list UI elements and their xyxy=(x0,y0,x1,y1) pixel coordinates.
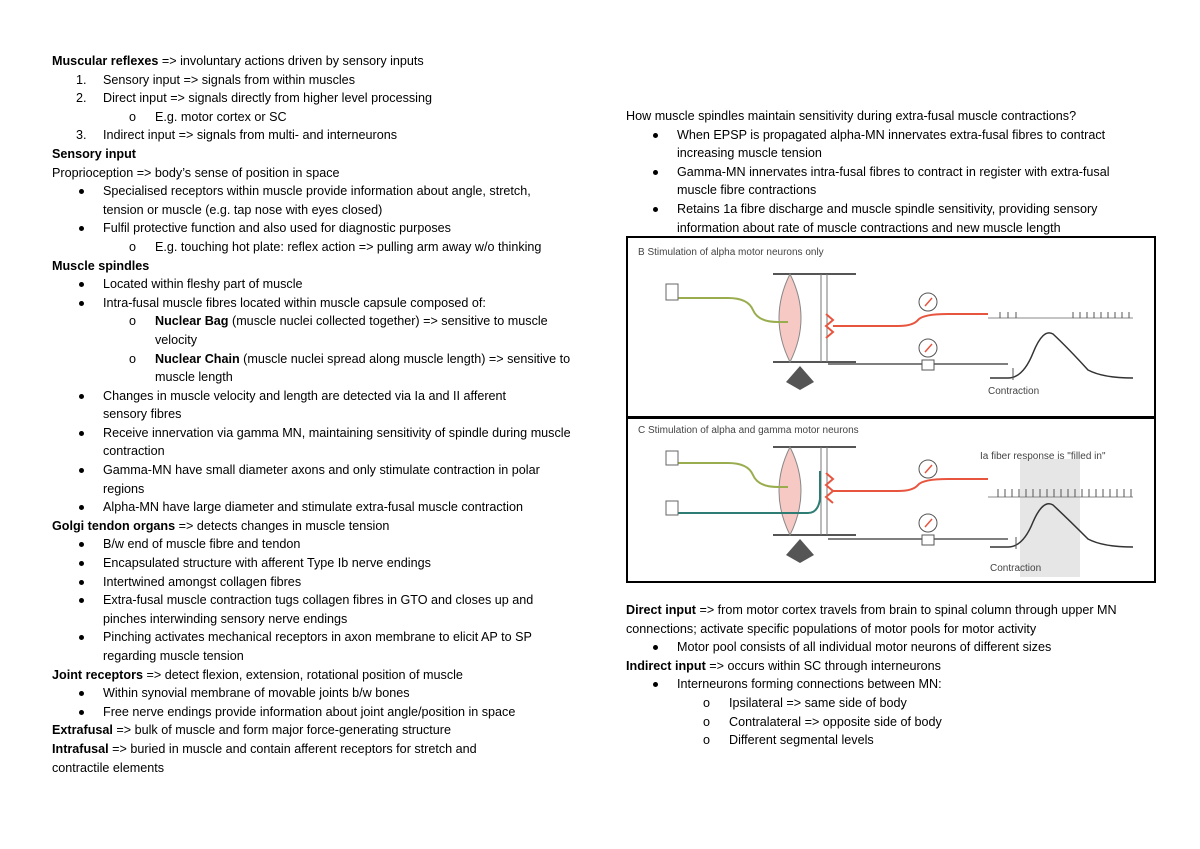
electrode-icon xyxy=(666,451,678,465)
spindle-shape xyxy=(779,274,801,362)
bullet-text: Fulfil protective function and also used for diagnostic purposes xyxy=(103,221,451,236)
bullet-item xyxy=(52,498,600,517)
bullet-text: Pinching activates mechanical receptors in axon membrane to elicit AP to SP regarding muscle tension xyxy=(103,630,532,663)
direct-input-heading: Direct input xyxy=(626,603,696,617)
joint-line xyxy=(52,666,600,685)
filled-in-annotation: Ia fiber response is "filled in" xyxy=(980,451,1106,462)
bullet-text: Within synovial membrane of movable joints b/w bones xyxy=(103,686,410,701)
bullet-item xyxy=(52,573,600,592)
sensory-input-heading: Sensory input xyxy=(52,146,136,161)
nuclear-bag-term: Nuclear Bag xyxy=(155,314,229,329)
bullet-text: Intertwined amongst collagen fibres xyxy=(103,574,302,589)
golgi-definition: => detects changes in muscle tension xyxy=(175,518,390,533)
sub-marker: o xyxy=(129,109,137,124)
sub-list-item xyxy=(52,312,575,349)
sub-list-item-text: Ipsilateral => same side of body xyxy=(729,695,907,710)
joint-definition: => detect flexion, extension, rotational position of muscle xyxy=(142,667,463,682)
sub-list-item xyxy=(52,108,600,127)
extrafusal-heading: Extrafusal xyxy=(52,723,113,738)
figure-b-title: B Stimulation of alpha motor neurons only xyxy=(638,247,824,258)
ia-afferent-fiber xyxy=(833,479,988,491)
sub-marker: o xyxy=(129,314,137,329)
muscular-reflexes-heading: Muscular reflexes xyxy=(52,54,159,68)
bullet-text: Gamma-MN have small diameter axons and only stimulate contraction in polar regions xyxy=(103,463,540,496)
bullet-item xyxy=(626,163,1137,200)
intrafusal-definition: => buried in muscle and contain afferent receptors for stretch and contractile elements xyxy=(52,741,477,775)
joint-heading: Joint receptors xyxy=(52,667,143,682)
bullet-item xyxy=(52,219,600,238)
bullet-text: When EPSP is propagated alpha-MN innervates extra-fusal fibres to contract increasing muscle tension xyxy=(677,127,1106,161)
bullet-item xyxy=(52,535,600,554)
sub-list-item-text: (muscle nuclei spread along muscle length) => sensitive to muscle length xyxy=(155,351,571,385)
bullet-item xyxy=(52,554,600,573)
sub-list-item xyxy=(52,238,600,257)
bullet-item xyxy=(52,387,543,424)
muscle-spindles-heading: Muscle spindles xyxy=(52,258,150,273)
bullet-text: Motor pool consists of all individual motor neurons of different sizes xyxy=(677,640,1052,655)
electrode-icon xyxy=(666,501,678,515)
direct-input-definition: => from motor cortex travels from brain to spinal column through upper MN connections; activate specific populations of motor pools for motor activity xyxy=(626,603,1117,636)
list-item xyxy=(52,126,600,145)
intrafusal-heading: Intrafusal xyxy=(52,741,109,756)
bullet-text: Receive innervation via gamma MN, maintaining sensitivity of spindle during muscle contraction xyxy=(103,425,571,459)
sub-list-item xyxy=(52,350,575,387)
bullet-item xyxy=(52,182,573,219)
tendon-weight-icon xyxy=(786,366,814,390)
sub-marker: o xyxy=(129,351,137,366)
list-item xyxy=(52,89,600,108)
bullet-item xyxy=(52,275,600,294)
alpha-motor-fiber xyxy=(668,298,788,322)
direct-input-line xyxy=(626,601,1156,638)
sub-marker: o xyxy=(703,733,711,748)
bullet-item xyxy=(626,675,1156,694)
nuclear-chain-term: Nuclear Chain xyxy=(155,351,240,366)
bullet-item xyxy=(626,126,1137,163)
indirect-input-definition: => occurs within SC through interneurons xyxy=(705,658,941,673)
intrafusal-line xyxy=(52,740,532,777)
sub-list-item xyxy=(626,731,1156,750)
list-item-text: Direct input => signals directly from higher level processing xyxy=(103,91,432,106)
bullet-text: B/w end of muscle fibre and tendon xyxy=(103,537,301,552)
sub-marker: o xyxy=(703,714,711,729)
indirect-input-heading: Indirect input xyxy=(626,658,706,673)
bullet-text: Free nerve endings provide information about joint angle/position in space xyxy=(103,704,516,719)
sub-list-item-text: Contralateral => opposite side of body xyxy=(729,714,942,729)
right-column-top xyxy=(626,107,1156,237)
spike-train xyxy=(1000,312,1129,318)
bullet-text: Encapsulated structure with afferent Type Ib nerve endings xyxy=(103,556,431,571)
bullet-item xyxy=(52,703,600,722)
bullet-text: Intra-fusal muscle fibres located within muscle capsule composed of: xyxy=(103,295,486,310)
list-item-text: Sensory input => signals from within muscles xyxy=(103,72,355,87)
bullet-item xyxy=(626,200,1147,237)
list-item-text: Indirect input => signals from multi- and interneurons xyxy=(103,128,398,143)
bullet-item xyxy=(52,461,543,498)
indirect-input-line xyxy=(626,657,1156,676)
muscular-reflexes-line xyxy=(52,52,600,71)
sub-list-item xyxy=(626,694,1156,713)
bullet-item xyxy=(52,424,573,461)
bullet-text: Interneurons forming connections between MN: xyxy=(677,677,942,692)
golgi-heading: Golgi tendon organs xyxy=(52,518,176,533)
contraction-label: Contraction xyxy=(990,563,1042,574)
bullet-item xyxy=(52,294,600,313)
bullet-item xyxy=(52,591,573,628)
extrafusal-definition: => bulk of muscle and form major force-generating structure xyxy=(112,723,451,738)
electrode-icon xyxy=(666,284,678,300)
extrafusal-line xyxy=(52,721,600,740)
bullet-text: Retains 1a fibre discharge and muscle spindle sensitivity, providing sensory information about rate of muscle contractions and new muscle length xyxy=(677,201,1098,235)
sub-list-item-text: E.g. touching hot plate: reflex action => pulling arm away w/o thinking xyxy=(155,239,542,254)
muscular-reflexes-definition: => involuntary actions driven by sensory inputs xyxy=(158,54,424,68)
sub-list-item-text: (muscle nuclei collected together) => sensitive to muscle velocity xyxy=(155,314,548,347)
bullet-text: Specialised receptors within muscle provide information about angle, stretch, tension or muscle (e.g. tap nose with eyes closed) xyxy=(103,184,531,217)
golgi-line xyxy=(52,517,600,536)
sub-list-item xyxy=(626,713,1156,732)
bullet-text: Changes in muscle velocity and length are detected via Ia and II afferent sensory fibres xyxy=(103,388,507,422)
filled-in-shade xyxy=(1020,459,1080,577)
right-column-bottom xyxy=(626,601,1156,750)
spindle-shape xyxy=(779,447,801,535)
list-number: 3. xyxy=(76,128,87,143)
bullet-text: Extra-fusal muscle contraction tugs collagen fibres in GTO and closes up and pinches interwinding sensory nerve endings xyxy=(103,593,534,626)
sub-list-item-text: Different segmental levels xyxy=(729,733,874,748)
tendon-weight-icon xyxy=(786,539,814,563)
alpha-motor-fiber xyxy=(668,463,788,487)
bullet-item xyxy=(52,684,600,703)
sub-list-item-text: E.g. motor cortex or SC xyxy=(155,109,287,124)
figure-c-title: C Stimulation of alpha and gamma motor neurons xyxy=(638,425,859,436)
left-column xyxy=(52,52,600,777)
bullet-item xyxy=(52,628,573,665)
spindle-question: How muscle spindles maintain sensitivity during extra-fusal muscle contractions? xyxy=(626,109,1077,123)
bullet-item xyxy=(626,638,1156,657)
bullet-text: Alpha-MN have large diameter and stimulate extra-fusal muscle contraction xyxy=(103,500,523,515)
contraction-label: Contraction xyxy=(988,386,1040,397)
figure-c-diagram xyxy=(628,419,1154,581)
figure-b-diagram xyxy=(628,238,1154,416)
bullet-text: Located within fleshy part of muscle xyxy=(103,277,303,292)
proprioception-line: Proprioception => body’s sense of position in space xyxy=(52,165,340,180)
figure-alpha-only xyxy=(626,236,1156,418)
tension-curve xyxy=(990,333,1133,378)
sub-marker: o xyxy=(129,239,137,254)
list-number: 2. xyxy=(76,91,87,106)
bullet-text: Gamma-MN innervates intra-fusal fibres to contract in register with extra-fusal muscle fibre contractions xyxy=(677,164,1110,198)
list-number: 1. xyxy=(76,72,87,87)
sub-marker: o xyxy=(703,695,711,710)
figure-alpha-gamma xyxy=(626,417,1156,583)
list-item xyxy=(52,71,600,90)
ia-afferent-fiber xyxy=(833,314,988,326)
